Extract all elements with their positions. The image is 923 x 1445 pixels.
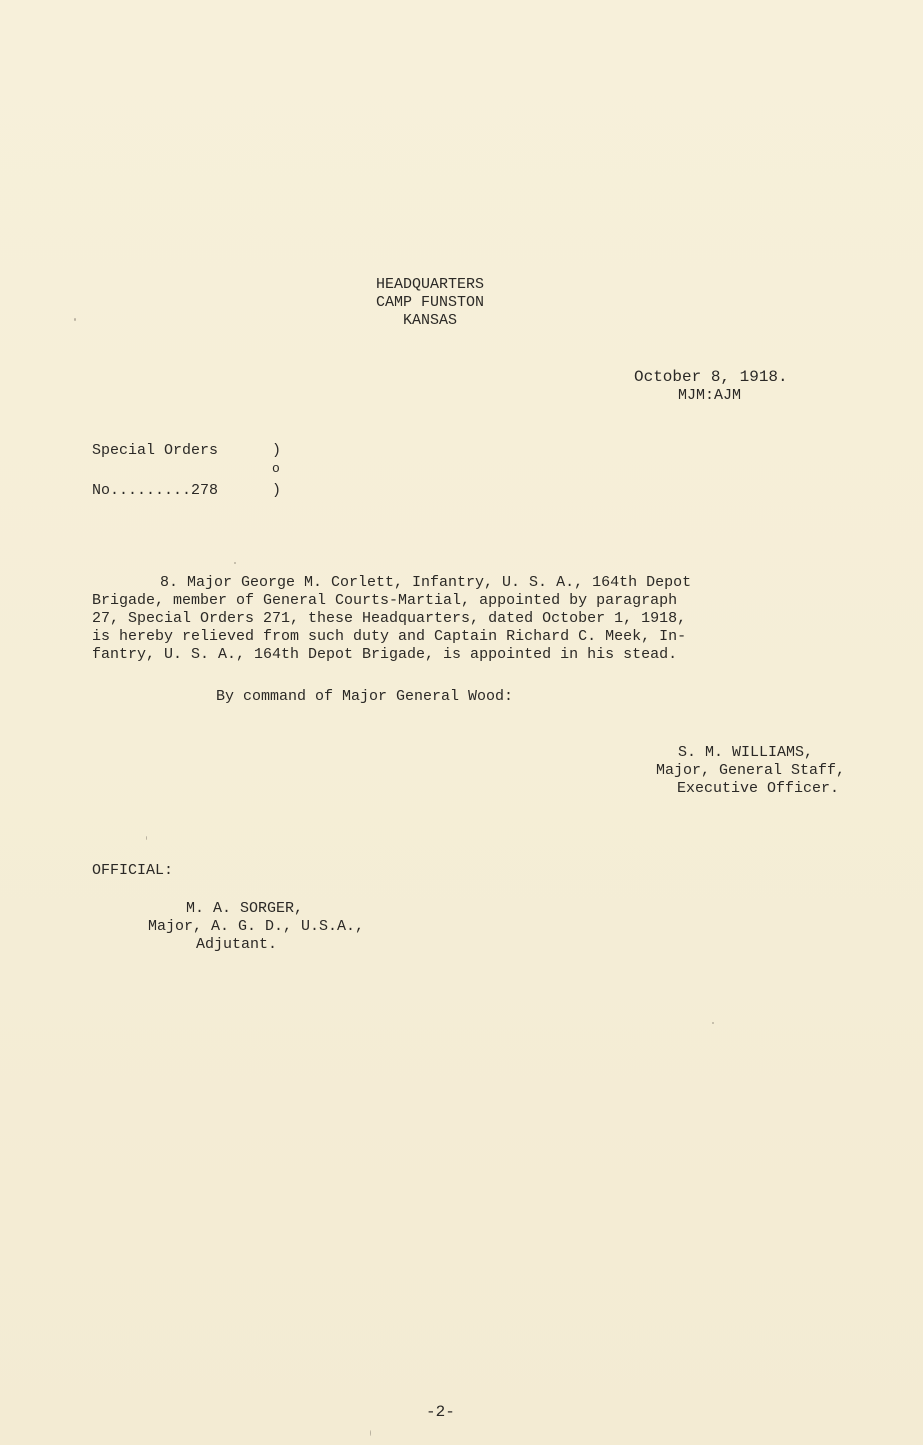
paper-speck <box>370 1430 371 1436</box>
body-line-3: 27, Special Orders 271, these Headquarters, dated October 1, 1918, <box>92 610 687 627</box>
signature-name: S. M. WILLIAMS, <box>677 744 813 761</box>
official-title: Adjutant. <box>196 936 278 953</box>
special-orders-paren-top: ) <box>272 442 282 459</box>
body-line-4: is hereby relieved from such duty and Captain Richard C. Meek, In- <box>92 628 687 645</box>
signature-title: Executive Officer. <box>676 780 839 797</box>
official-name: M. A. SORGER, <box>186 900 304 917</box>
command-line: By command of Major General Wood: <box>216 688 514 705</box>
official-label: OFFICIAL: <box>92 862 174 879</box>
special-orders-paren-bottom: ) <box>272 482 282 499</box>
body-line-2: Brigade, member of General Courts-Martial, appointed by paragraph <box>92 592 678 609</box>
paper-speck <box>146 836 147 840</box>
signature-rank: Major, General Staff, <box>655 762 845 779</box>
special-orders-number: No.........278 <box>92 482 219 499</box>
header-line-3: KANSAS <box>402 312 457 329</box>
reference-initials: MJM:AJM <box>678 387 742 404</box>
special-orders-connector: o <box>272 461 280 476</box>
special-orders-label: Special Orders <box>92 442 219 459</box>
paper-speck <box>712 1022 714 1024</box>
header-line-1: HEADQUARTERS <box>375 276 485 293</box>
body-line-1: 8. Major George M. Corlett, Infantry, U. S. A., 164th Depot <box>160 574 692 591</box>
header-line-2: CAMP FUNSTON <box>375 294 485 311</box>
order-date: October 8, 1918. <box>634 368 788 386</box>
official-rank: Major, A. G. D., U.S.A., <box>148 918 365 935</box>
body-line-5: fantry, U. S. A., 164th Depot Brigade, is appointed in his stead. <box>92 646 678 663</box>
paper-speck <box>74 318 76 321</box>
paper-speck <box>234 562 236 564</box>
page-number: -2- <box>426 1403 455 1421</box>
